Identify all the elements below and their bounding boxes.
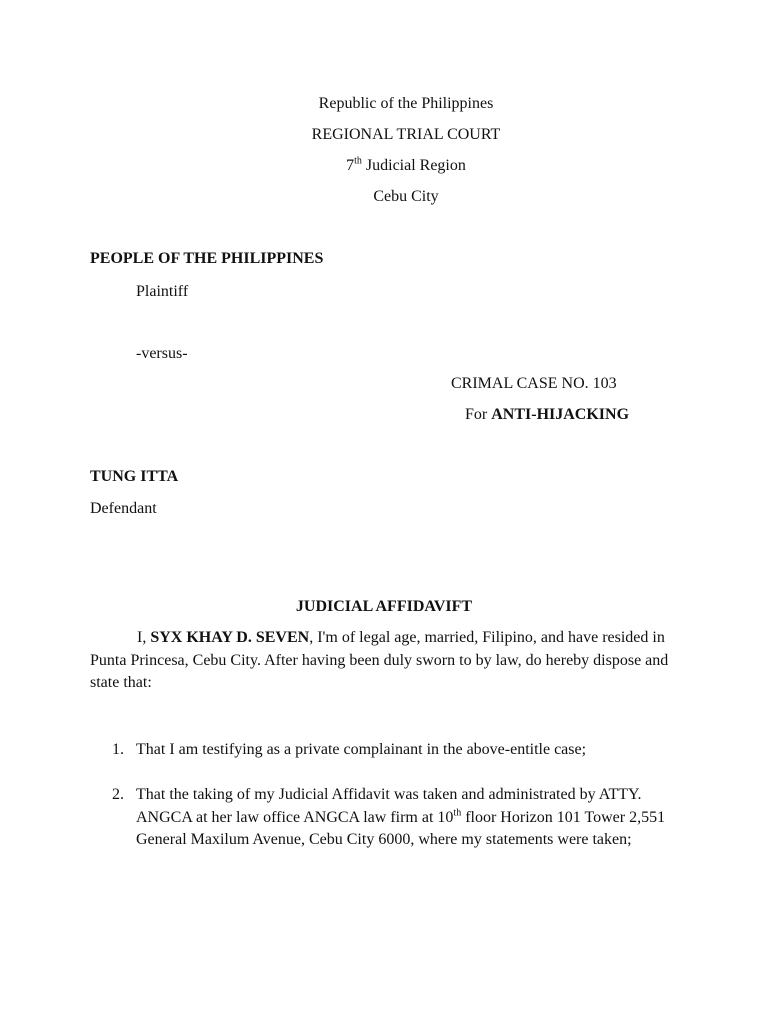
defendant-role: Defendant [90, 500, 157, 517]
header-city: Cebu City [373, 188, 439, 205]
header-region-suffix: th [354, 155, 362, 167]
list-item-text-end: floor Horizon 101 Tower 2,551 General Maxilum Avenue, Cebu City 6000, where my statements were taken; [136, 808, 666, 848]
header-region-number: 7 [346, 157, 355, 174]
case-offense-prefix: For [465, 406, 492, 423]
case-offense-name: ANTI-HIJACKING [491, 406, 630, 423]
header-republic: Republic of the Philippines [318, 95, 494, 112]
floor-suffix: th [453, 807, 462, 819]
intro-prefix: I, [137, 629, 151, 646]
header-region-text: Judicial Region [361, 157, 466, 174]
list-item-number: 2. [112, 786, 124, 803]
list-item-text [136, 784, 696, 852]
versus-label: -versus- [136, 345, 188, 362]
case-offense [465, 405, 629, 425]
defendant-name: TUNG ITTA [90, 468, 179, 485]
header-region [0, 156, 768, 176]
list-item-number: 1. [112, 741, 124, 758]
document-title: JUDICIAL AFFIDAVIFT [295, 598, 473, 615]
case-number: CRIMAL CASE NO. 103 [451, 375, 617, 392]
affiant-name: SYX KHAY D. SEVEN [150, 629, 310, 646]
header-court: REGIONAL TRIAL COURT [311, 126, 501, 143]
plaintiff-name: PEOPLE OF THE PHILIPPINES [90, 250, 324, 267]
list-item-text-start: That the taking of my Judicial Affidavit was taken and administrated by ATTY. ANGCA at her law office ANGCA law firm at 10 [136, 786, 642, 826]
intro-text: , I'm of legal age, married, Filipino, and have resided in Punta Princesa, Cebu City. After having been duly sworn to by law, do hereby dispose and state that: [90, 629, 669, 691]
plaintiff-role: Plaintiff [136, 283, 189, 300]
intro-paragraph [90, 627, 680, 695]
list-item-text: That I am testifying as a private complainant in the above-entitle case; [136, 741, 587, 758]
